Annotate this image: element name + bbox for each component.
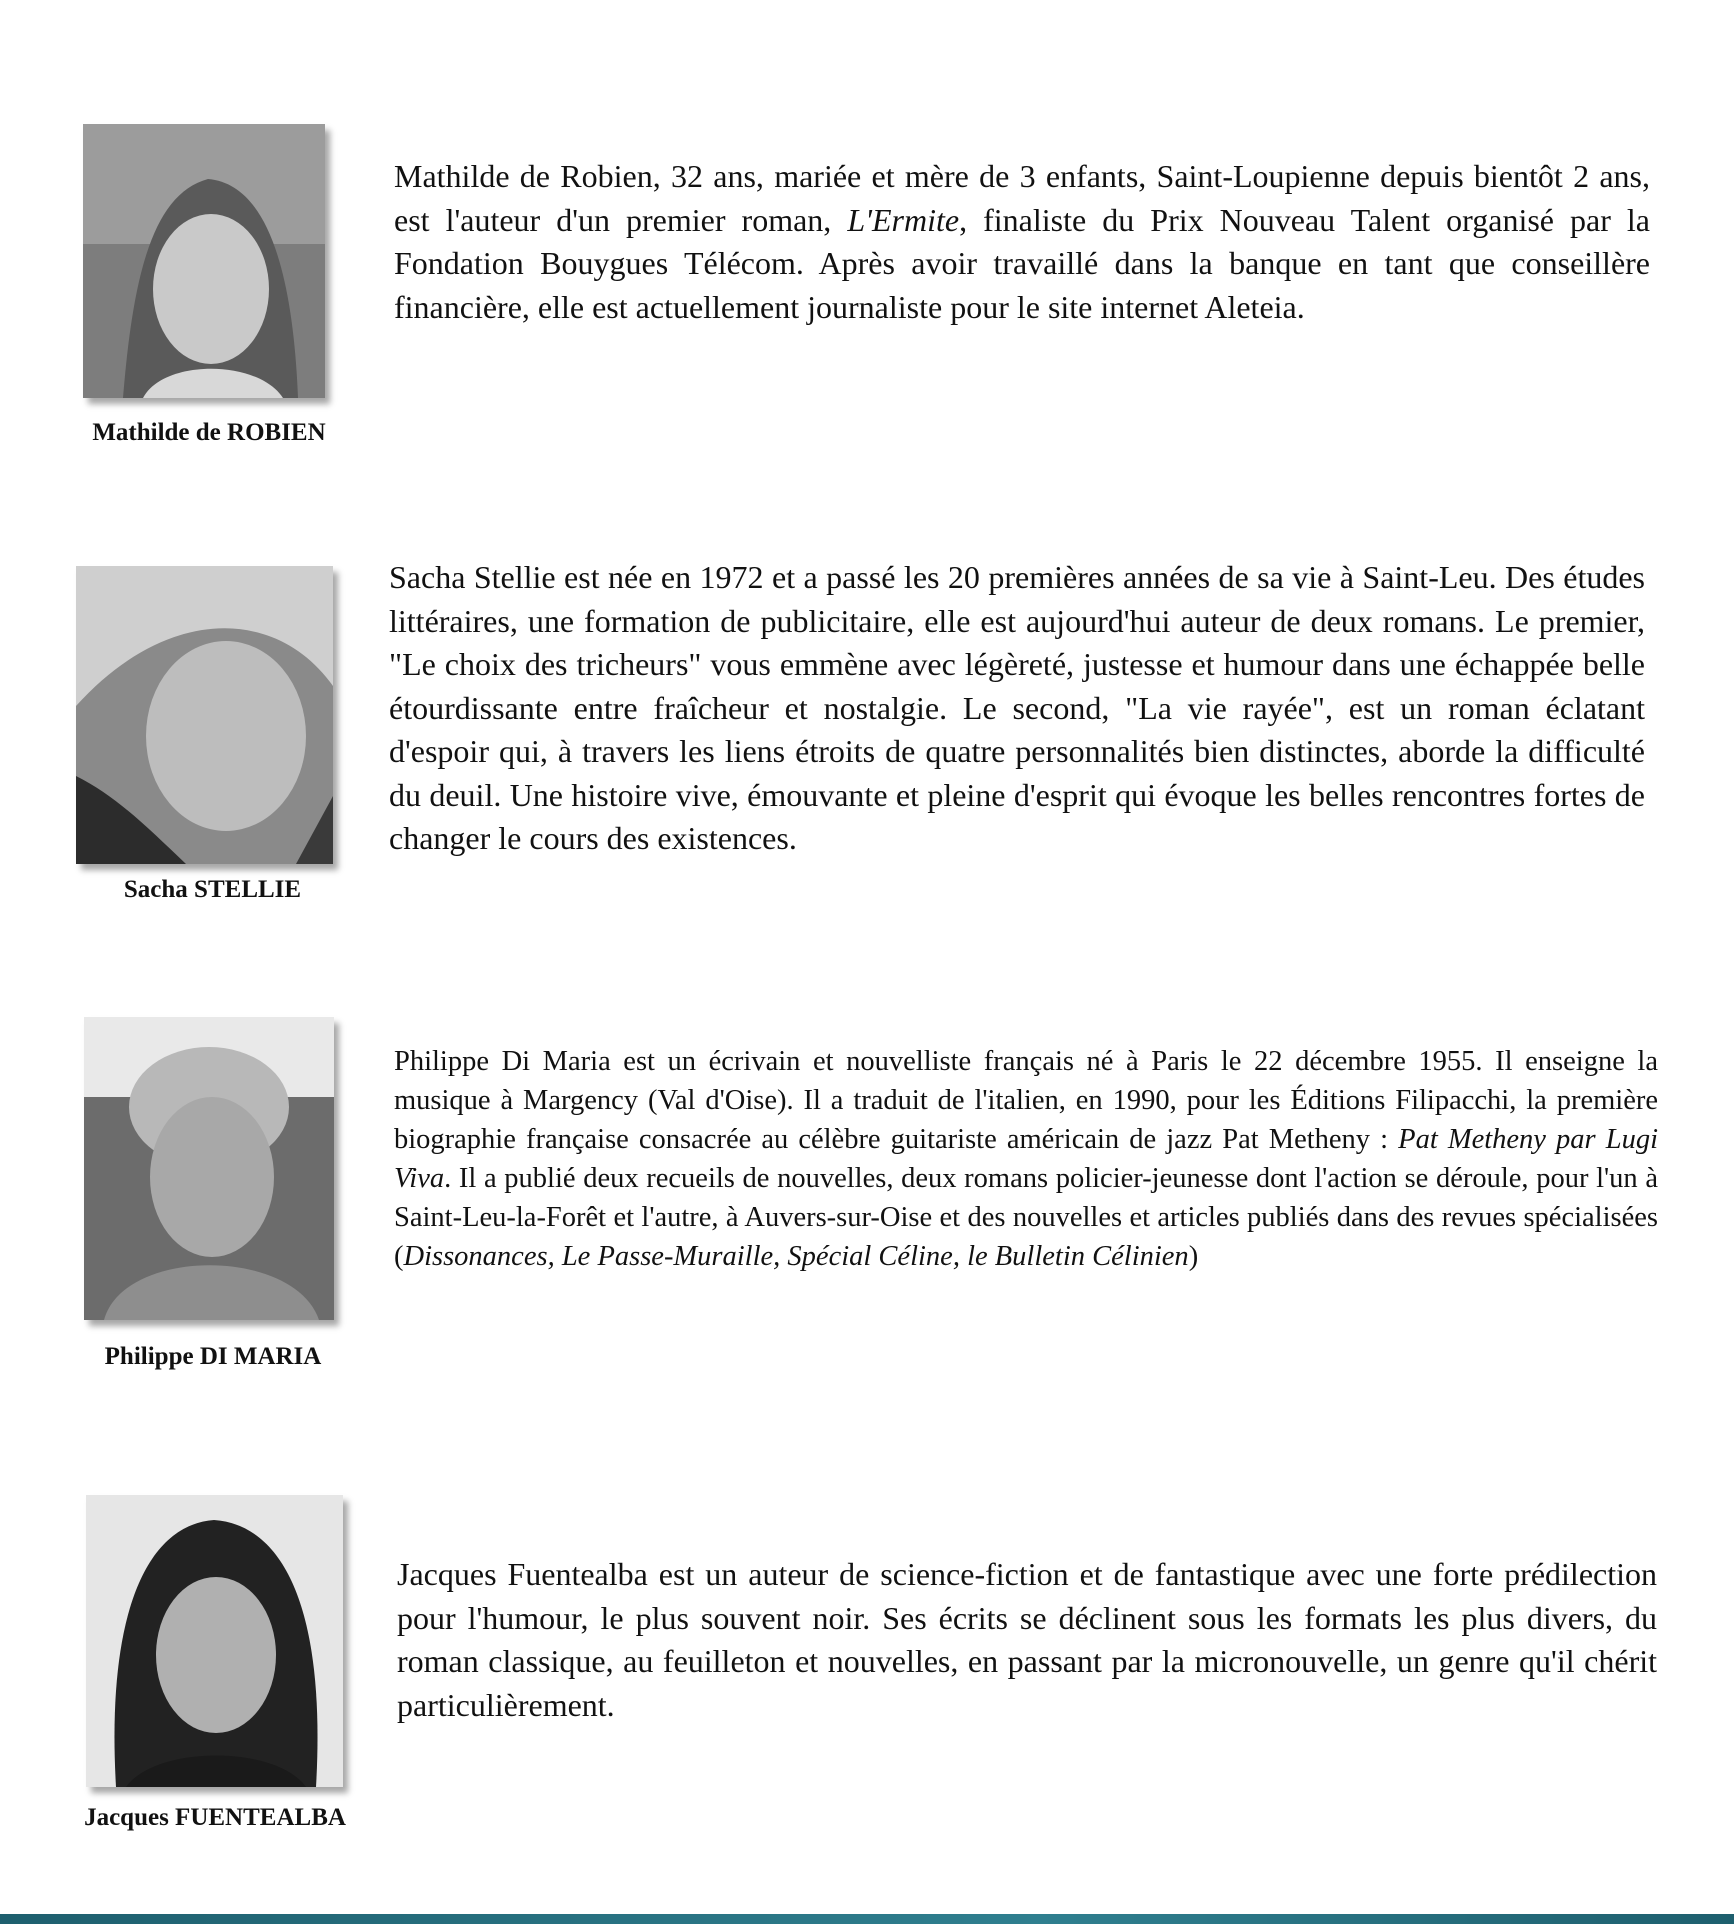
author-bio [389, 556, 1645, 861]
author-bio [394, 1042, 1658, 1276]
author-name: Jacques FUENTEALBA [84, 1804, 346, 1831]
author-bio [394, 155, 1650, 329]
bio-text: Jacques Fuentealba est un auteur de science-fiction et de fantastique avec une forte prédilection pour l'humour, le plus souvent noir. Ses écrits se déclinent sous les formats les plus divers, du roman classique, au feuilleton et nouvelles, en passant par la micronouvelle, un genre qu'il chérit particulièrement. [397, 1556, 1657, 1723]
author-name: Philippe DI MARIA [104, 1343, 322, 1370]
bio-italic-title: Dissonances, Le Passe-Muraille, Spécial Céline, le Bulletin Célinien [403, 1241, 1189, 1272]
bottom-bar [0, 1914, 1734, 1924]
bio-text: Mathilde de Robien, 32 ans, mariée et mère de 3 enfants, Saint-Loupienne depuis bientôt 2 ans, est l'auteur d'un premier roman, [394, 158, 1650, 238]
author-photo [76, 566, 333, 864]
portrait-photo-icon [86, 1495, 343, 1787]
author-name: Sacha STELLIE [123, 876, 302, 903]
portrait-photo-icon [76, 566, 333, 864]
portrait-photo-icon [84, 1017, 334, 1320]
bio-text: ) [1188, 1241, 1199, 1272]
bio-italic-title: L'Ermite [847, 201, 960, 238]
bio-text: . Il a publié deux recueils de nouvelles, deux romans policier-jeunesse dont l'action se déroule, pour l'un à Saint-Leu-la-Forêt et l'autre, à Auvers-sur-Oise et des nouvelles et articles publiés dans des revues spécialisées ( [394, 1163, 1658, 1272]
bio-text: , finaliste du Prix Nouveau Talent organisé par la Fondation Bouygues Télécom. Après avoir travaillé dans la banque en tant que conseillère financière, elle est actuellement journaliste pour le site internet Aleteia. [394, 201, 1651, 325]
bio-text: Sacha Stellie est née en 1972 et a passé les 20 premières années de sa vie à Saint-Leu. Des études littéraires, une formation de publicitaire, elle est aujourd'hui auteur de deux romans. Le premier, "Le choix des tricheurs" vous emmène avec légèreté, justesse et humour dans une échappée belle étourdissante entre fraîcheur et nostalgie. Le second, "La vie rayée", est un roman éclatant d'espoir qui, à travers les liens étroits de quatre personnalités bien distinctes, aborde la difficulté du deuil. Une histoire vive, émouvante et pleine d'esprit qui évoque les belles rencontres fortes de changer le cours des existences. [389, 559, 1645, 856]
bio-text: Philippe Di Maria est un écrivain et nouvelliste français né à Paris le 22 décembre 1955. Il enseigne la musique à Margency (Val d'Oise). Il a traduit de l'italien, en 1990, pour les Éditions Filipacchi, la première biographie française consacrée au célèbre guitariste américain de jazz Pat Metheny : [394, 1046, 1658, 1155]
author-name: Mathilde de ROBIEN [92, 419, 326, 446]
bio-italic-title: Pat Metheny par Lugi Viva [394, 1124, 1659, 1194]
author-photo [84, 1017, 334, 1320]
author-photo [83, 124, 325, 398]
author-bio [397, 1553, 1657, 1727]
author-photo [86, 1495, 343, 1787]
portrait-photo-icon [83, 124, 325, 398]
